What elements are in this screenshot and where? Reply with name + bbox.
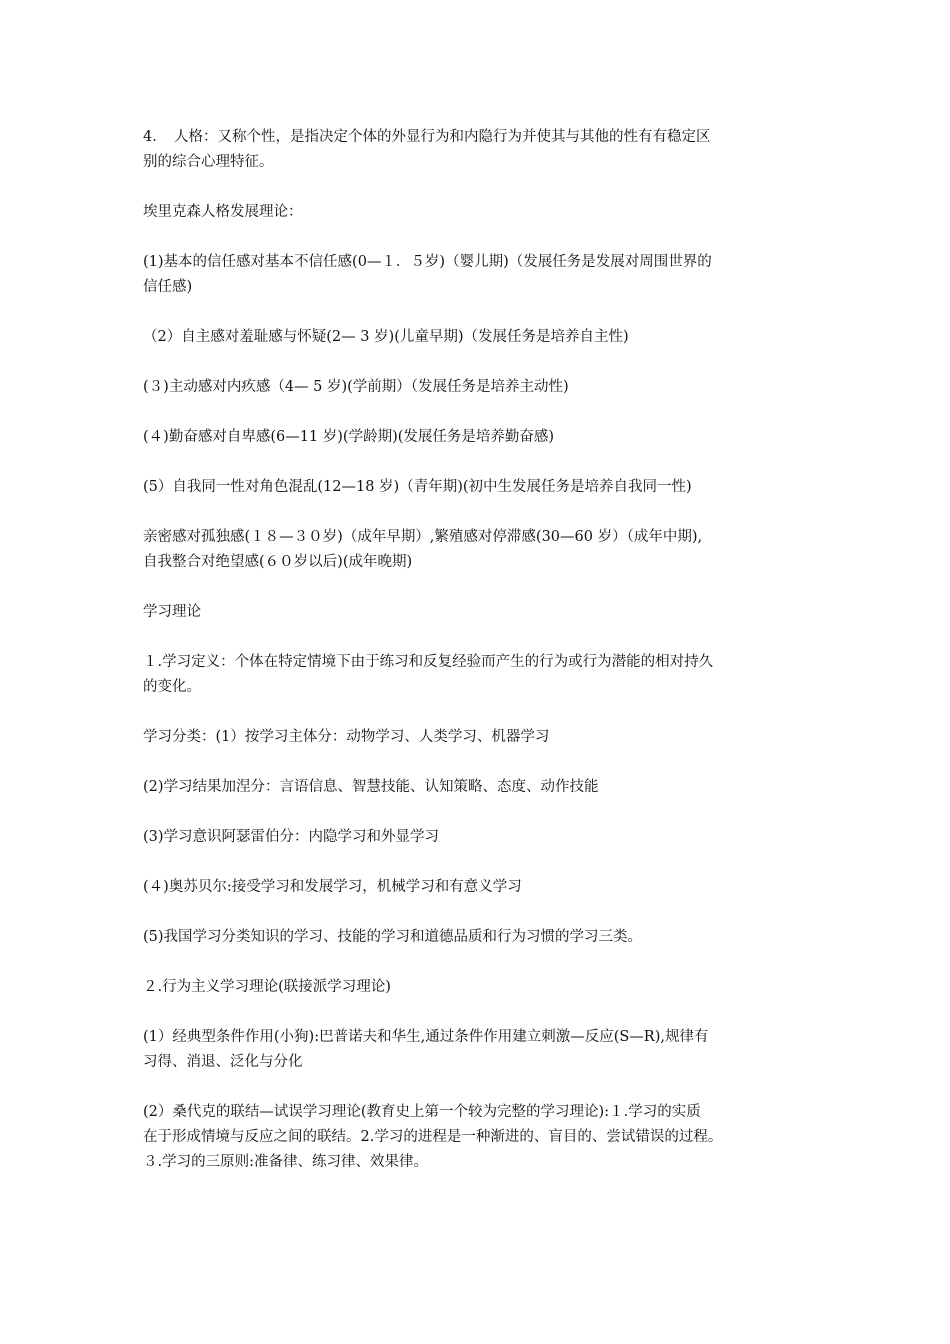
paragraph bbox=[143, 725, 811, 750]
paragraph bbox=[143, 975, 811, 1000]
paragraph bbox=[143, 475, 811, 500]
text-line: １.学习定义：个体在特定情境下由于练习和反复经验而产生的行为或行为潜能的相对持久 bbox=[143, 654, 714, 670]
text-line: 别的综合心理特征。 bbox=[143, 154, 274, 170]
text-line: ３.学习的三原则:准备律、练习律、效果律。 bbox=[143, 1154, 428, 1170]
paragraph bbox=[143, 600, 811, 625]
paragraph bbox=[143, 650, 811, 700]
text-line: 埃里克森人格发展理论： bbox=[143, 204, 303, 220]
document-body bbox=[143, 125, 811, 1200]
text-line: 4． 人格：又称个性，是指决定个体的外显行为和内隐行为并使其与其他的性有有稳定区 bbox=[143, 129, 711, 145]
text-line: 在于形成情境与反应之间的联结。2.学习的进程是一种渐进的、盲目的、尝试错误的过程。 bbox=[143, 1129, 723, 1145]
text-line: (1)基本的信任感对基本不信任感(0—１．５岁)（婴儿期)（发展任务是发展对周围世界的 bbox=[143, 254, 712, 270]
text-line: 学习分类：(1）按学习主体分：动物学习、人类学习、机器学习 bbox=[143, 729, 550, 745]
paragraph bbox=[143, 250, 811, 300]
text-line: （2）自主感对羞耻感与怀疑(2— 3 岁)(儿童早期)（发展任务是培养自主性) bbox=[143, 329, 629, 345]
paragraph bbox=[143, 1025, 811, 1075]
paragraph bbox=[143, 200, 811, 225]
text-line: (5）自我同一性对角色混乱(12—18 岁)（青年期)(初中生发展任务是培养自我同一性) bbox=[143, 479, 692, 495]
paragraph bbox=[143, 825, 811, 850]
text-line: 学习理论 bbox=[143, 604, 201, 620]
text-line: ２.行为主义学习理论(联接派学习理论) bbox=[143, 979, 391, 995]
text-line: (1）经典型条件作用(小狗):巴普诺夫和华生,通过条件作用建立刺激—反应(S—R),规律有 bbox=[143, 1029, 709, 1045]
text-line: 习得、消退、泛化与分化 bbox=[143, 1054, 303, 1070]
text-line: 亲密感对孤独感(１８—３０岁)（成年早期）,繁殖感对停滞感(30—60 岁）（成年中期), bbox=[143, 529, 703, 545]
paragraph bbox=[143, 925, 811, 950]
text-line: (４)奥苏贝尔:接受学习和发展学习，机械学习和有意义学习 bbox=[143, 879, 522, 895]
paragraph bbox=[143, 875, 811, 900]
text-line: (３)主动感对内疚感（4— 5 岁)(学前期）（发展任务是培养主动性) bbox=[143, 379, 569, 395]
text-line: 信任感) bbox=[143, 279, 193, 295]
text-line: 自我整合对绝望感(６０岁以后)(成年晚期) bbox=[143, 554, 413, 570]
text-line: (４)勤奋感对自卑感(6—11 岁)(学龄期)(发展任务是培养勤奋感) bbox=[143, 429, 555, 445]
paragraph bbox=[143, 1100, 811, 1175]
text-line: (2）桑代克的联结—试误学习理论(教育史上第一个较为完整的学习理论):１.学习的实质 bbox=[143, 1104, 701, 1120]
text-line: 的变化。 bbox=[143, 679, 201, 695]
paragraph bbox=[143, 375, 811, 400]
paragraph bbox=[143, 425, 811, 450]
paragraph bbox=[143, 525, 811, 575]
paragraph bbox=[143, 775, 811, 800]
paragraph bbox=[143, 125, 811, 175]
paragraph bbox=[143, 325, 811, 350]
text-line: (5)我国学习分类知识的学习、技能的学习和道德品质和行为习惯的学习三类。 bbox=[143, 929, 643, 945]
text-line: (2)学习结果加涅分：言语信息、智慧技能、认知策略、态度、动作技能 bbox=[143, 779, 599, 795]
text-line: (3)学习意识阿瑟雷伯分：内隐学习和外显学习 bbox=[143, 829, 440, 845]
